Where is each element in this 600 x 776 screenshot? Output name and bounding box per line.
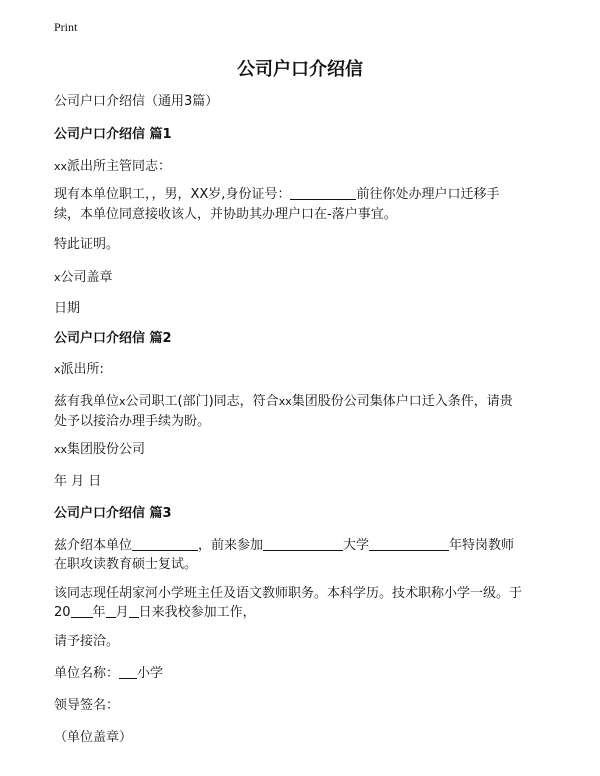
body-x: x [119, 395, 126, 408]
body-text: 20 [54, 605, 71, 620]
day-blank [129, 603, 139, 618]
body-text: 前往你处办理户口迁移手 [356, 187, 500, 202]
unit-blank [132, 536, 198, 551]
section-2-salutation [54, 360, 554, 380]
body-text: 公司职工(部门)同志，符合 [125, 394, 279, 409]
section-3-line-4 [54, 603, 554, 623]
section-1-body-line-2: 续，本单位同意接收该人，并协助其办理户口在-落户事宜。 [54, 207, 397, 222]
unit-value: 小学 [137, 666, 164, 681]
seal-text: 公司盖章 [60, 270, 113, 285]
section-1-body-line-1 [54, 185, 554, 205]
company-text: 集团股份公司 [67, 442, 146, 457]
salutation-prefix: xx [54, 160, 68, 173]
document-title: 公司户口介绍信 [237, 59, 363, 80]
event-blank [263, 536, 343, 551]
section-3-line-1 [54, 536, 554, 556]
section-3-seal: （单位盖章） [54, 730, 133, 745]
body-text: 兹有我单位 [54, 394, 120, 409]
body-text: 日来我校参加工作， [138, 605, 256, 620]
section-3-unit-name [54, 664, 554, 684]
section-2-body-line-2: 处予以接洽办理手续为盼。 [54, 414, 211, 429]
body-text: 兹介绍本单位 [54, 538, 133, 553]
section-3-line-3: 该同志现任胡家河小学班主任及语文教师职务。本科学历。技术职称小学一级。于 [54, 586, 523, 601]
section-2-heading: 公司户口介绍信 篇2 [54, 331, 172, 346]
section-1-date: 日期 [54, 301, 81, 316]
section-3-line-5: 请予接洽。 [54, 634, 120, 649]
body-text: 集团股份公司集体户口迁入条件，请贵 [291, 394, 513, 409]
company-prefix: xx [54, 443, 68, 456]
document-subtitle: 公司户口介绍信（通用3篇） [54, 94, 219, 109]
section-2-date: 年 月 日 [54, 474, 102, 489]
salutation-prefix: x [54, 363, 61, 376]
section-2-company [54, 440, 554, 460]
body-x: xx [278, 395, 292, 408]
section-1-proof: 特此证明。 [54, 237, 120, 252]
section-1-heading: 公司户口介绍信 篇1 [54, 127, 172, 142]
unit-name-blank [119, 664, 137, 679]
month-blank [106, 603, 116, 618]
body-text: 年特岗教师 [449, 538, 515, 553]
id-number-blank [290, 185, 356, 200]
salutation-text: 派出所: [60, 362, 104, 377]
section-1-salutation [54, 157, 554, 177]
section-3-leader-signature: 领导签名： [54, 698, 120, 713]
section-2-body-line-1 [54, 392, 554, 412]
body-text: 现有本单位职工，，男，XX岁,身份证号： [54, 187, 291, 202]
seal-prefix: x [54, 271, 61, 284]
section-3-line-2: 在职攻读教育硕士复试。 [54, 557, 198, 572]
year-blank [369, 536, 449, 551]
body-text: 月 [115, 605, 129, 620]
body-text: ，前来参加 [198, 538, 264, 553]
salutation-text: 派出所主管同志： [67, 159, 172, 174]
body-text: 大学 [343, 538, 370, 553]
print-label: Print [54, 20, 78, 34]
section-1-seal [54, 268, 554, 288]
section-3-heading: 公司户口介绍信 篇3 [54, 506, 172, 521]
unit-label: 单位名称： [54, 666, 120, 681]
year-blank [71, 603, 93, 618]
body-text: 年 [92, 605, 106, 620]
